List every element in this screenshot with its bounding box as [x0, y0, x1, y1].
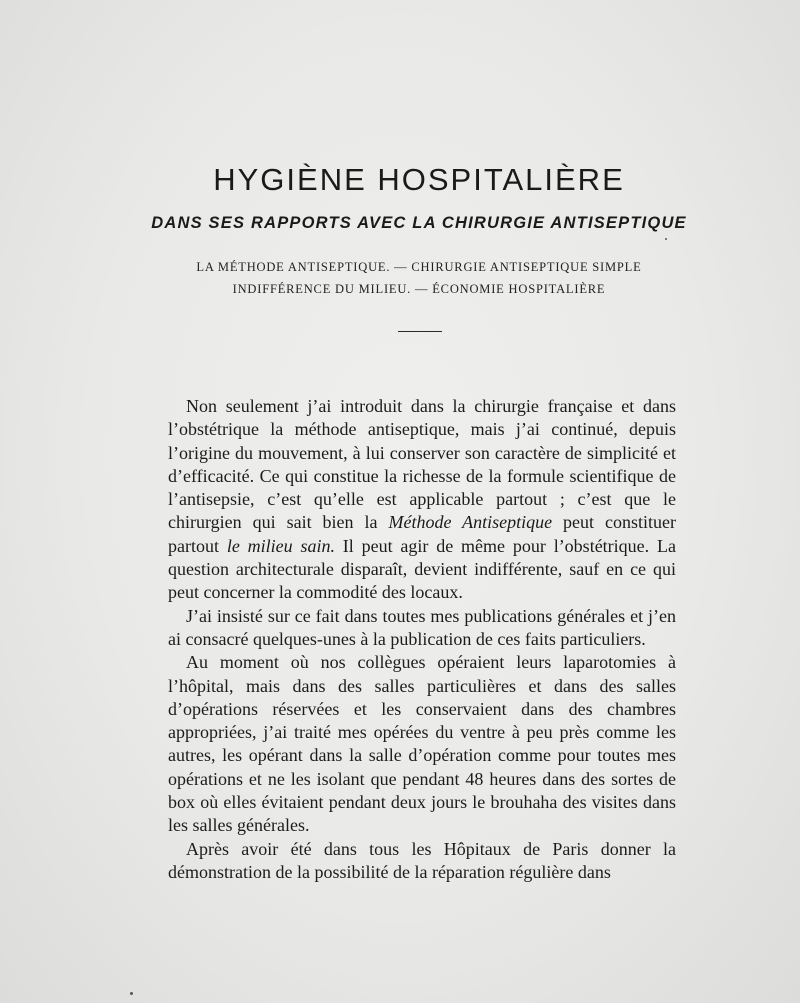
chapter-summary — [0, 256, 800, 300]
page-title: HYGIÈNE HOSPITALIÈRE — [213, 162, 625, 197]
italic-text: Méthode Antiseptique — [388, 512, 553, 533]
paragraph — [168, 395, 676, 605]
paragraph-text: Il peut agir de même pour l’obstétrique. La question architecturale disparaît, devient indifférente, sauf en ce qui peut concerner la commodité des locaux. — [168, 535, 676, 603]
page-subtitle: DANS SES RAPPORTS AVEC LA CHIRURGIE ANTISEPTIQUE — [151, 214, 687, 232]
paragraph: Après avoir été dans tous les Hôpitaux de Paris donner la démonstration de la possibilité de la réparation régulière dans — [168, 838, 676, 882]
paragraph-text: peut constituer partout — [168, 512, 676, 556]
summary-line: INDIFFÉRENCE DU MILIEU. — ÉCONOMIE HOSPITALIÈRE — [232, 282, 606, 296]
paper-speck — [130, 992, 133, 995]
section-divider — [398, 331, 442, 332]
summary-line: LA MÉTHODE ANTISEPTIQUE. — CHIRURGIE ANTISEPTIQUE SIMPLE — [196, 260, 642, 274]
italic-text: le milieu sain. — [226, 535, 335, 556]
body-text — [168, 395, 676, 884]
paper-speck — [665, 238, 667, 240]
paragraph: Au moment où nos collègues opéraient leurs laparotomies à l’hôpital, mais dans des salles particulières et dans des salles d’opérations réservées et les conservaient dans des chambres appropriées, j’ai traité mes opérées du ventre à peu près comme les autres, les opérant dans la salle d’opération comme pour toutes mes opérations et ne les isolant que pendant 48 heures dans des sortes de box où elles évitaient pendant deux jours le brouhaha des visites dans les salles générales. — [168, 652, 676, 836]
paragraph-text: Non seulement j’ai introduit dans la chirurgie française et dans l’obstétrique la méthode antiseptique, mais j’ai continué, depuis l’origine du mouvement, à lui conserver son caractère de simplicité et d’efficacité. Ce qui constitue la richesse de la formule scientifique de l’antisepsie, c’est qu’elle est applicable partout ; c’est que le chirurgien qui sait bien la — [168, 396, 676, 533]
paragraph: J’ai insisté sur ce fait dans toutes mes publications générales et j’en ai consacré quelques-unes à la publication de ces faits particuliers. — [168, 605, 676, 649]
